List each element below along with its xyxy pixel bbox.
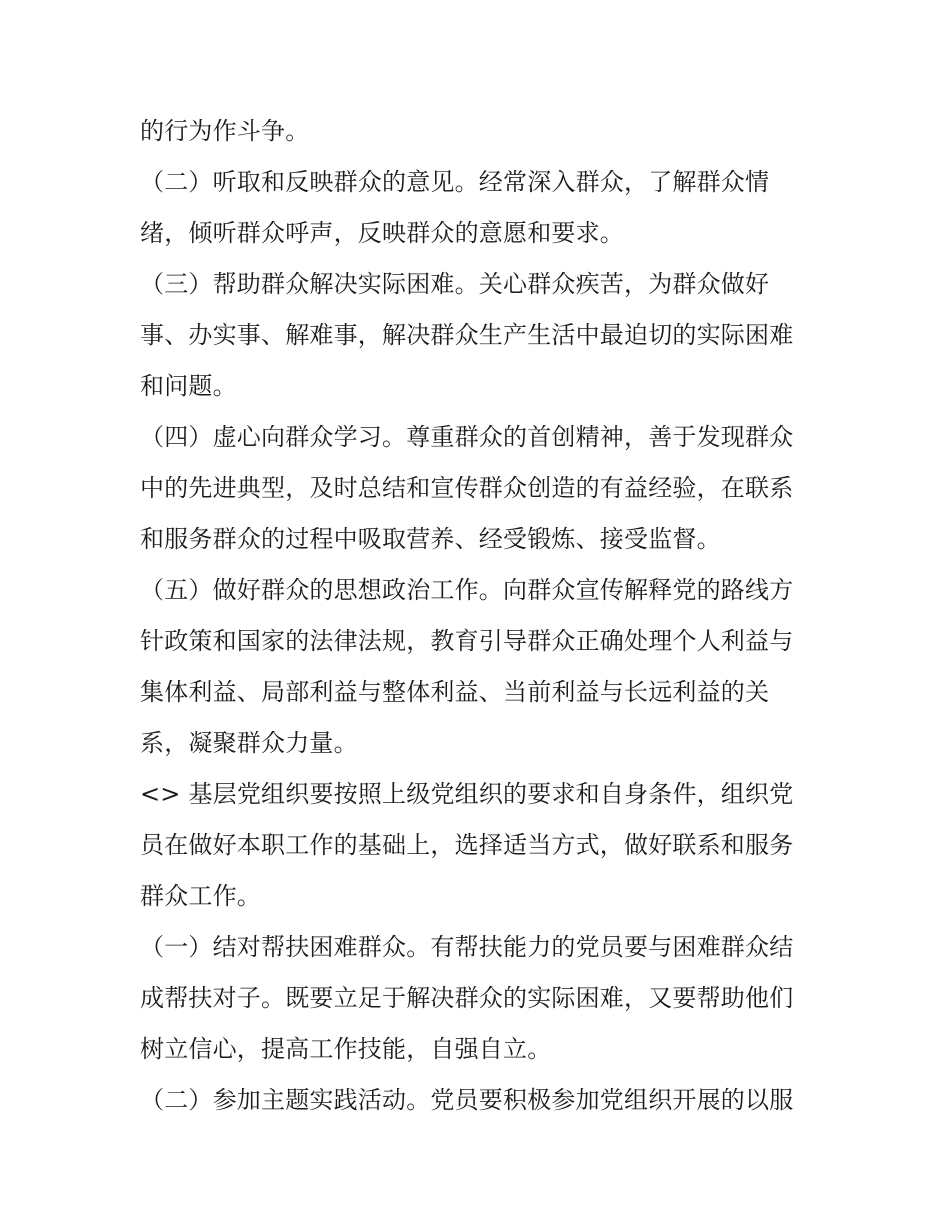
document-body bbox=[140, 106, 820, 1126]
text-line: 绪，倾听群众呼声，反映群众的意愿和要求。 bbox=[140, 219, 624, 247]
text-line: （二）参加主题实践活动。党员要积极参加党组织开展的以服 bbox=[140, 1086, 794, 1114]
text-line: （一）结对帮扶困难群众。有帮扶能力的党员要与困难群众结 bbox=[140, 933, 794, 961]
text-line: <> 基层党组织要按照上级党组织的要求和自身条件，组织党 bbox=[140, 780, 794, 808]
text-line: 群众工作。 bbox=[140, 882, 261, 910]
text-line: （二）听取和反映群众的意见。经常深入群众，了解群众情 bbox=[140, 168, 770, 196]
text-line: 和问题。 bbox=[140, 372, 237, 400]
text-line: 中的先进典型，及时总结和宣传群众创造的有益经验，在联系 bbox=[140, 474, 794, 502]
text-line: （五）做好群众的思想政治工作。向群众宣传解释党的路线方 bbox=[140, 576, 794, 604]
text-line: （四）虚心向群众学习。尊重群众的首创精神，善于发现群众 bbox=[140, 423, 794, 451]
text-line: 员在做好本职工作的基础上，选择适当方式，做好联系和服务 bbox=[140, 831, 794, 859]
text-line: （三）帮助群众解决实际困难。关心群众疾苦，为群众做好 bbox=[140, 270, 770, 298]
text-line: 的行为作斗争。 bbox=[140, 117, 310, 145]
text-line: 树立信心，提高工作技能，自强自立。 bbox=[140, 1035, 552, 1063]
text-line: 集体利益、局部利益与整体利益、当前利益与长远利益的关 bbox=[140, 678, 770, 706]
text-line: 针政策和国家的法律法规，教育引导群众正确处理个人利益与 bbox=[140, 627, 794, 655]
text-line: 系，凝聚群众力量。 bbox=[140, 729, 358, 757]
text-line: 成帮扶对子。既要立足于解决群众的实际困难，又要帮助他们 bbox=[140, 984, 794, 1012]
text-line: 事、办实事、解难事，解决群众生产生活中最迫切的实际困难 bbox=[140, 321, 794, 349]
text-line: 和服务群众的过程中吸取营养、经受锻炼、接受监督。 bbox=[140, 525, 721, 553]
